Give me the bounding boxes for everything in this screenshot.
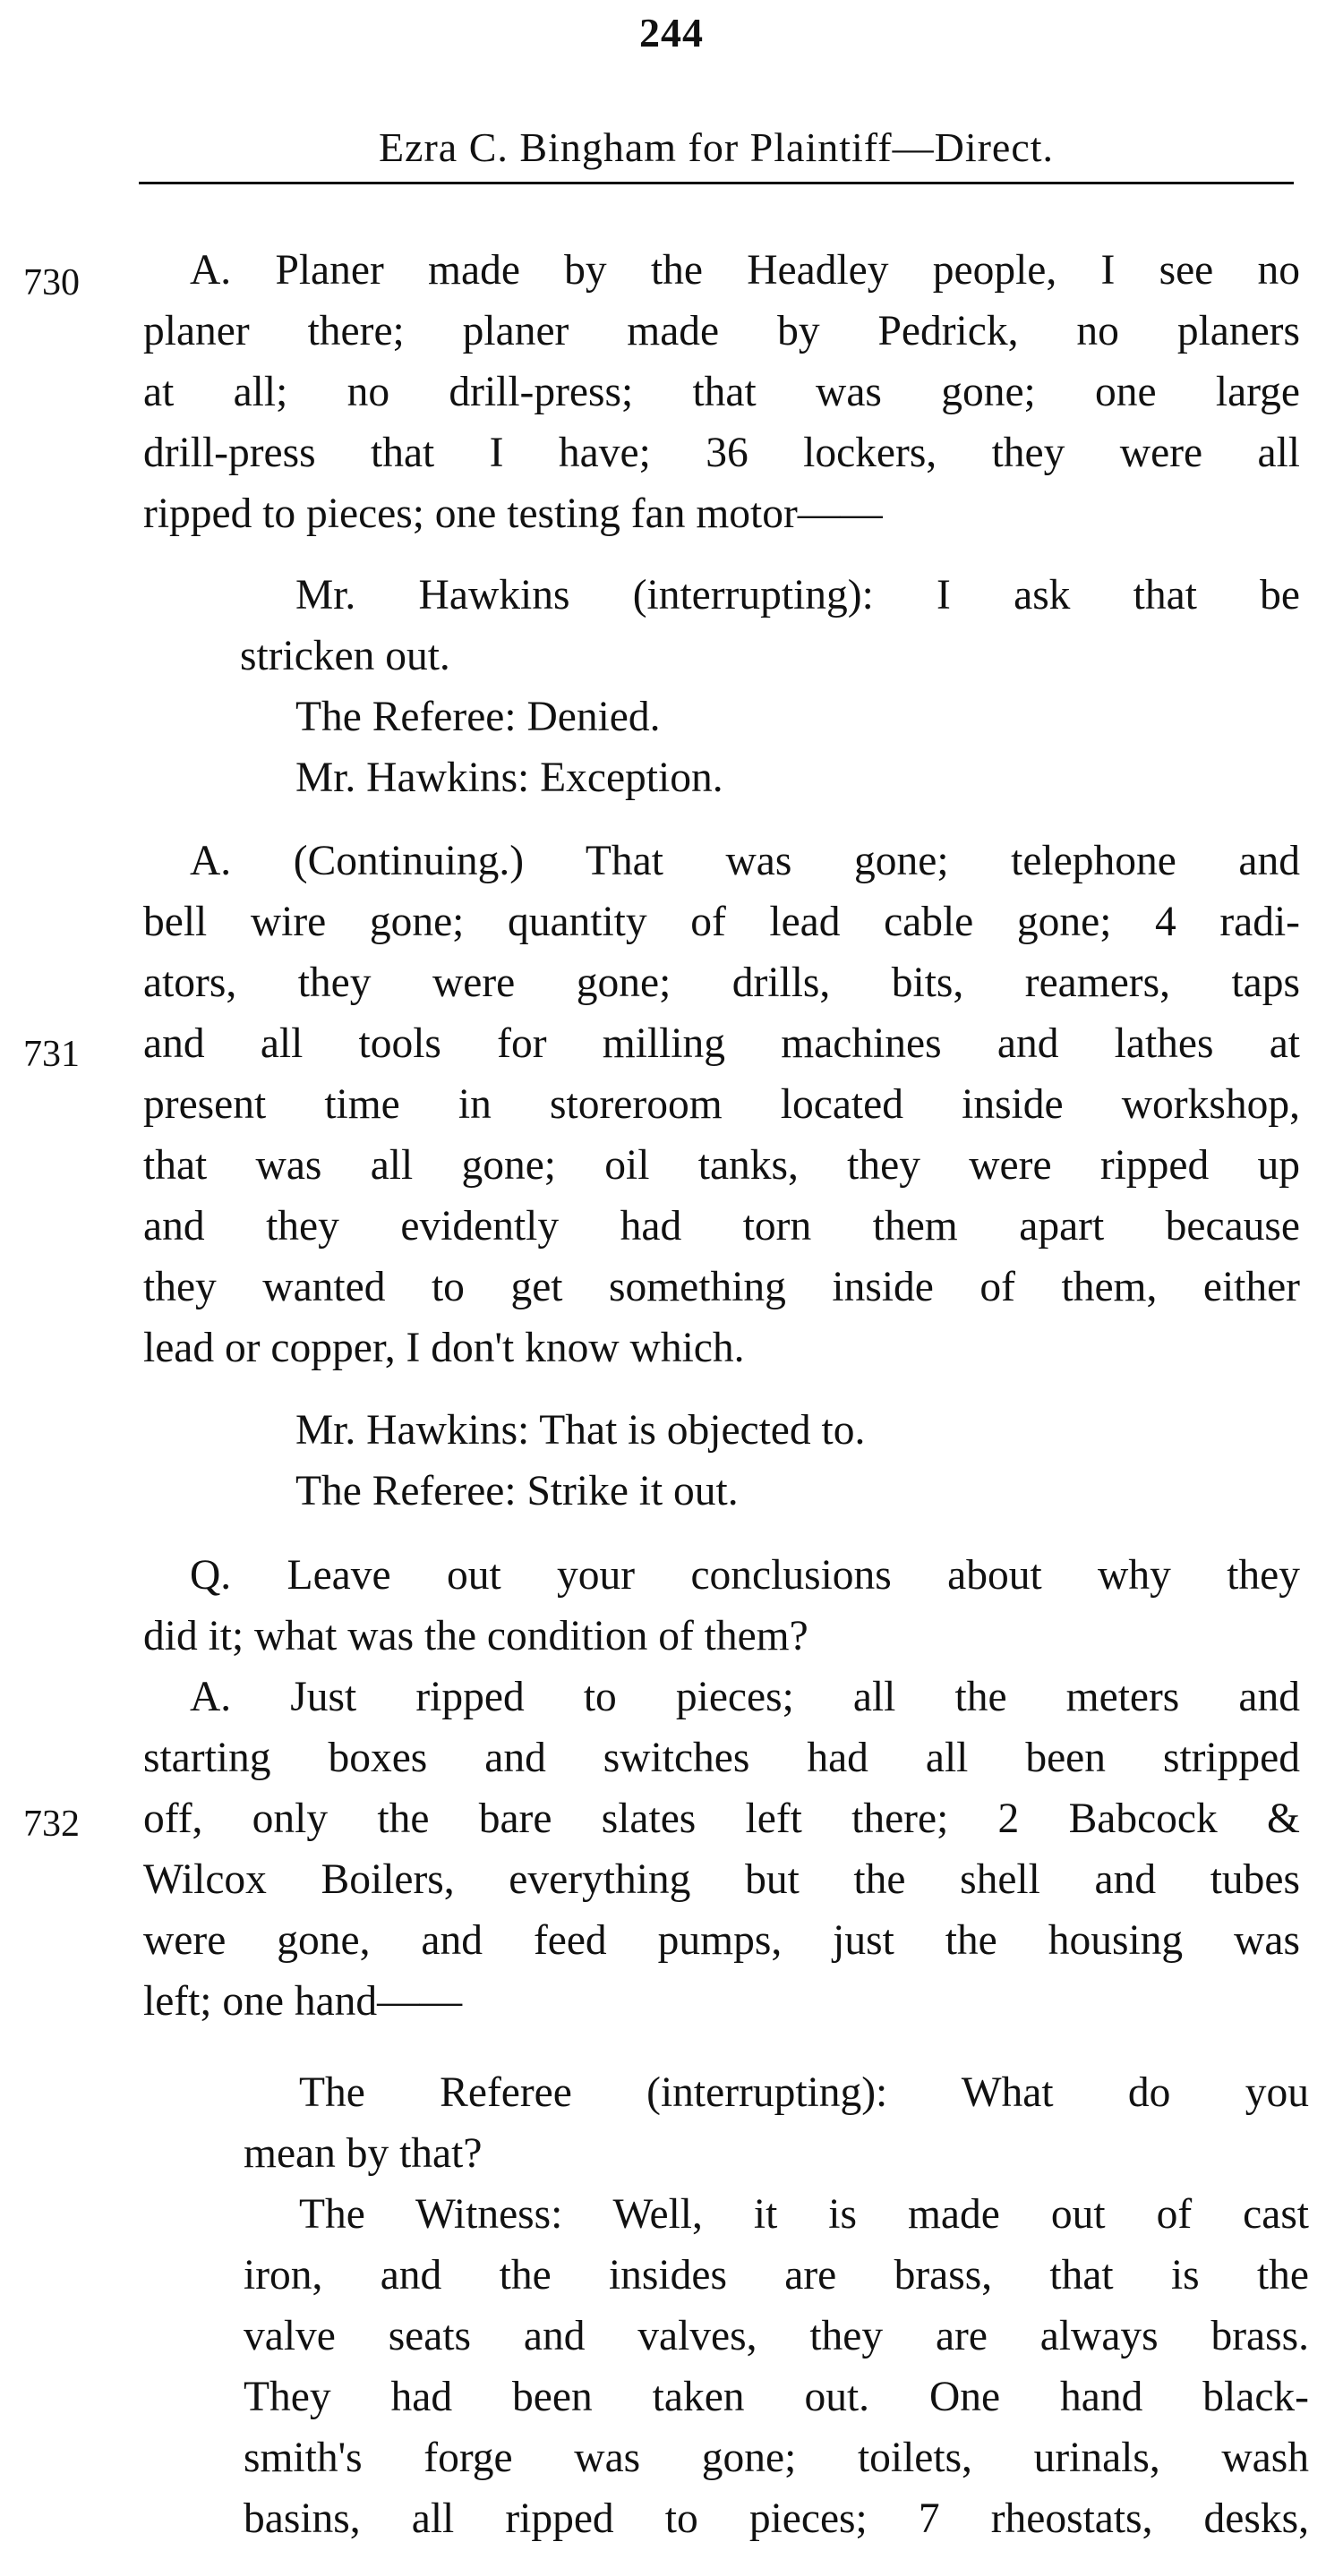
text-line: at all; no drill-press; that was gone; one large [143,369,1300,415]
text-line: off, only the bare slates left there; 2 Babcock & [143,1796,1300,1842]
question-answer-paragraph [143,1545,1300,2032]
margin-line-number: 730 [23,262,80,303]
running-head: Ezra C. Bingham for Plaintiff—Direct. [378,124,1055,170]
text-line: that was all gone; oil tanks, they were ripped up [143,1142,1300,1189]
text-line: A. Just ripped to pieces; all the meters and [190,1674,1300,1720]
page-number: 244 [639,10,704,55]
text-line: A. Planer made by the Headley people, I see no [190,247,1300,294]
text-line: drill-press that I have; 36 lockers, they were all [143,430,1300,476]
text-line: The Referee: Strike it out. [295,1468,739,1514]
text-line: Mr. Hawkins: Exception. [295,755,723,801]
header-rule [139,182,1294,184]
text-line: valve seats and valves, they are always brass. [244,2313,1309,2359]
margin-line-number: 731 [23,1034,80,1075]
text-line: iron, and the insides are brass, that is the [244,2252,1309,2299]
text-line: ators, they were gone; drills, bits, reamers, taps [143,960,1300,1006]
text-line: They had been taken out. One hand black- [244,2374,1309,2420]
text-line: and they evidently had torn them apart because [143,1203,1300,1250]
text-line: smith's forge was gone; toilets, urinals, wash [244,2435,1309,2481]
text-line: starting boxes and switches had all been stripped [143,1735,1300,1781]
text-line: planer there; planer made by Pedrick, no planers [143,308,1300,354]
text-line: Wilcox Boilers, everything but the shell and tubes [143,1856,1300,1903]
text-line: The Witness: Well, it is made out of cast [299,2191,1309,2238]
text-line: The Referee (interrupting): What do you [299,2069,1309,2116]
answer-paragraph [143,240,1300,544]
colloquy-block [240,565,1300,808]
margin-line-number: 732 [23,1804,80,1845]
text-line: ripped to pieces; one testing fan motor—— [143,490,883,537]
text-line: and all tools for milling machines and lathes at [143,1020,1300,1067]
text-line: Q. Leave out your conclusions about why they [190,1552,1300,1599]
text-line: stricken out. [240,633,450,679]
text-line: basins, all ripped to pieces; 7 rheostats, desks, [244,2495,1309,2542]
colloquy-block [244,2062,1309,2549]
text-line: were gone, and feed pumps, just the housing was [143,1917,1300,1964]
text-line: they wanted to get something inside of them, either [143,1264,1300,1310]
text-line: mean by that? [244,2130,483,2177]
text-line: bell wire gone; quantity of lead cable gone; 4 radi- [143,899,1300,945]
text-line: lead or copper, I don't know which. [143,1325,745,1371]
text-line: Mr. Hawkins: That is objected to. [295,1407,866,1454]
text-line: Mr. Hawkins (interrupting): I ask that be [295,572,1300,618]
text-line: The Referee: Denied. [295,694,661,740]
text-line: did it; what was the condition of them? [143,1613,808,1659]
text-line: present time in storeroom located inside workshop, [143,1081,1300,1128]
colloquy-block [295,1400,1300,1522]
text-line: left; one hand—— [143,1978,463,2025]
answer-paragraph [143,831,1300,1378]
text-line: A. (Continuing.) That was gone; telephone and [190,838,1300,884]
